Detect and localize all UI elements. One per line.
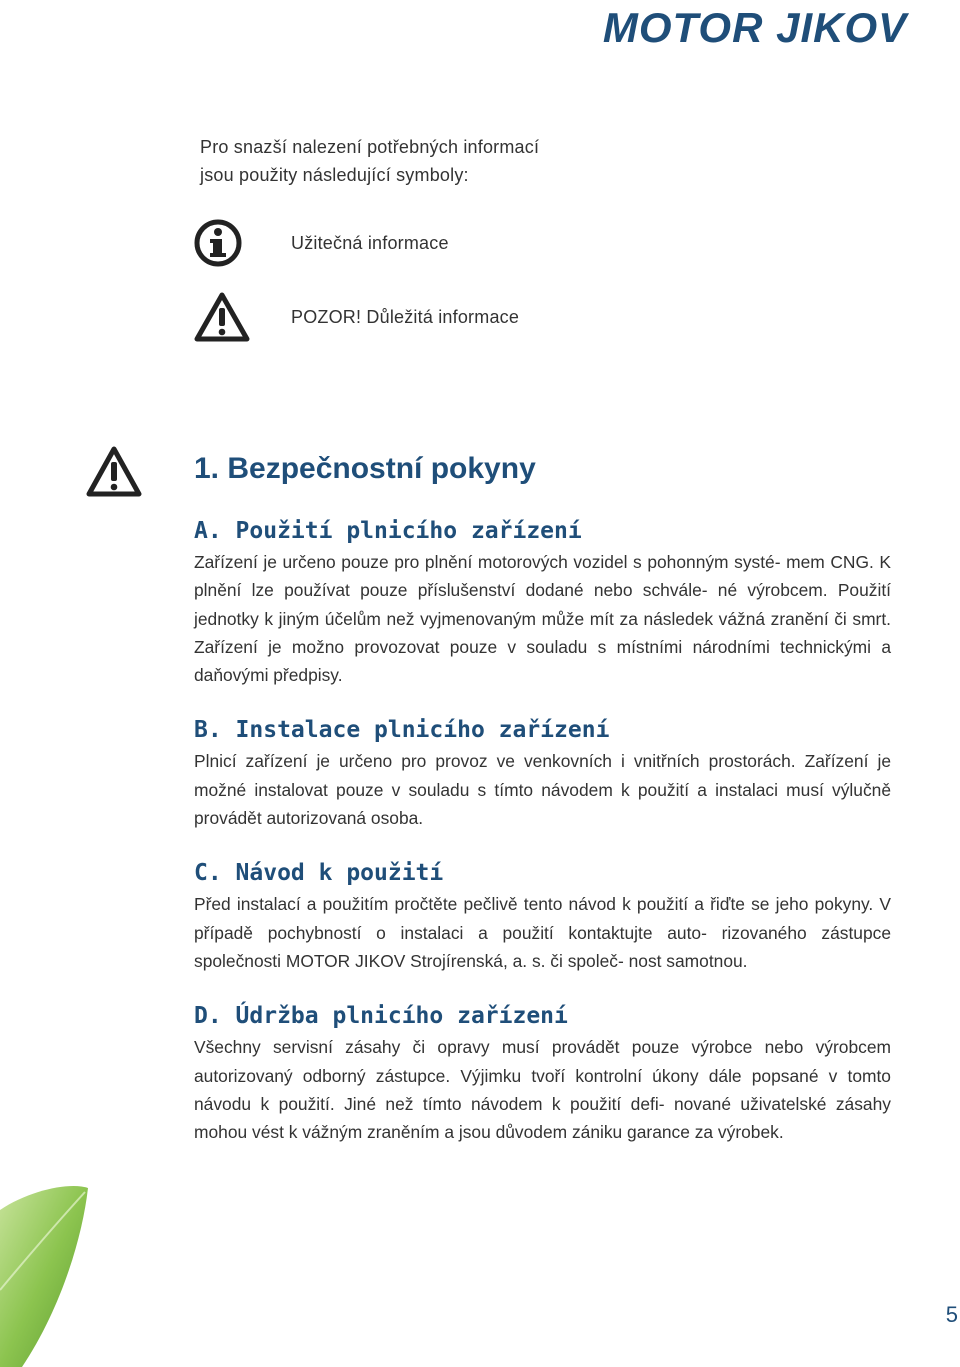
chapter-title: 1. Bezpečnostní pokyny <box>194 452 536 485</box>
motor-jikov-logo <box>572 4 938 50</box>
text-line: rizovaného zástupce společnosti MOTOR JIKOV Strojírenská, a. s. či společ- <box>194 922 891 971</box>
symbol-info-label: Užitečná informace <box>291 232 449 253</box>
text-line: a instalaci musí výlučně provádět autorizovaná osoba. <box>194 779 891 829</box>
warning-icon <box>193 290 251 344</box>
symbol-warning-label: POZOR! Důležitá informace <box>291 306 520 327</box>
section-body <box>194 890 891 975</box>
text-line: Zařízení je určeno pouze pro plnění motorových vozidel s pohonným systé- <box>194 552 781 572</box>
text-line: se jeho pokyny. V případě pochybností o instalaci a použití kontaktujte auto- <box>194 894 891 943</box>
text-line: nované uživatelské zásahy mohou vést k vážným zraněním a jsou důvodem <box>194 1093 891 1143</box>
text-line: za následek vážná zranění či smrt. Zařízení je možno provozovat pouze <box>194 608 892 657</box>
text-line: Plnicí zařízení je určeno pro provoz ve venkovních i vnitřních prostorách. <box>194 751 796 772</box>
text-line: Před instalací a použitím pročtěte pečlivě tento návod k použití a řiďte <box>194 894 745 915</box>
text-line: zániku garance za výrobek. <box>571 1122 784 1143</box>
text-line: né výrobcem. Použití jednotky k jiným účelům než vyjmenovaným může mít <box>194 580 891 629</box>
section-title: A. Použití plnicího zařízení <box>194 518 582 544</box>
warning-icon <box>85 444 143 500</box>
intro-text <box>200 133 539 189</box>
leaf-decoration <box>0 1170 90 1367</box>
intro-line-2: jsou použity následující symboly: <box>200 165 469 185</box>
info-icon <box>193 218 243 268</box>
text-line: mem CNG. K plnění lze používat pouze příslušenství dodané nebo schvále- <box>194 552 891 601</box>
section-body <box>194 1033 891 1146</box>
symbol-info-row <box>193 218 449 268</box>
text-line: v souladu s místními národními technickými a daňovými předpisy. <box>194 636 891 686</box>
intro-line-1: Pro snazší nalezení potřebných informací <box>200 137 540 157</box>
text-line: Všechny servisní zásahy či opravy musí provádět pouze výrobce nebo <box>194 1037 804 1058</box>
page-number: 5 <box>945 1302 958 1327</box>
section-a <box>194 514 891 689</box>
section-title: C. Návod k použití <box>194 860 444 887</box>
text-line: výrobcem autorizovaný odborný zástupce. Výjimku tvoří kontrolní úkony dále <box>194 1037 891 1086</box>
text-line: popsané v tomto návodu k použití. Jiné než tímto návodem k použití defi- <box>194 1065 891 1114</box>
section-d <box>194 999 891 1146</box>
symbol-warning-row <box>193 289 520 345</box>
sections <box>194 514 891 1170</box>
section-b <box>194 713 891 832</box>
text-line: nost samotnou. <box>628 950 748 971</box>
section-title: D. Údržba plnicího zařízení <box>194 1003 568 1030</box>
section-title: B. Instalace plnicího zařízení <box>194 717 610 744</box>
section-body <box>194 548 891 689</box>
logo-text: MOTOR JIKOV <box>602 4 908 50</box>
section-c <box>194 856 891 975</box>
section-body <box>194 747 891 832</box>
text-line: Zařízení je možné instalovat pouze v souladu s tímto návodem k použití <box>194 751 891 800</box>
